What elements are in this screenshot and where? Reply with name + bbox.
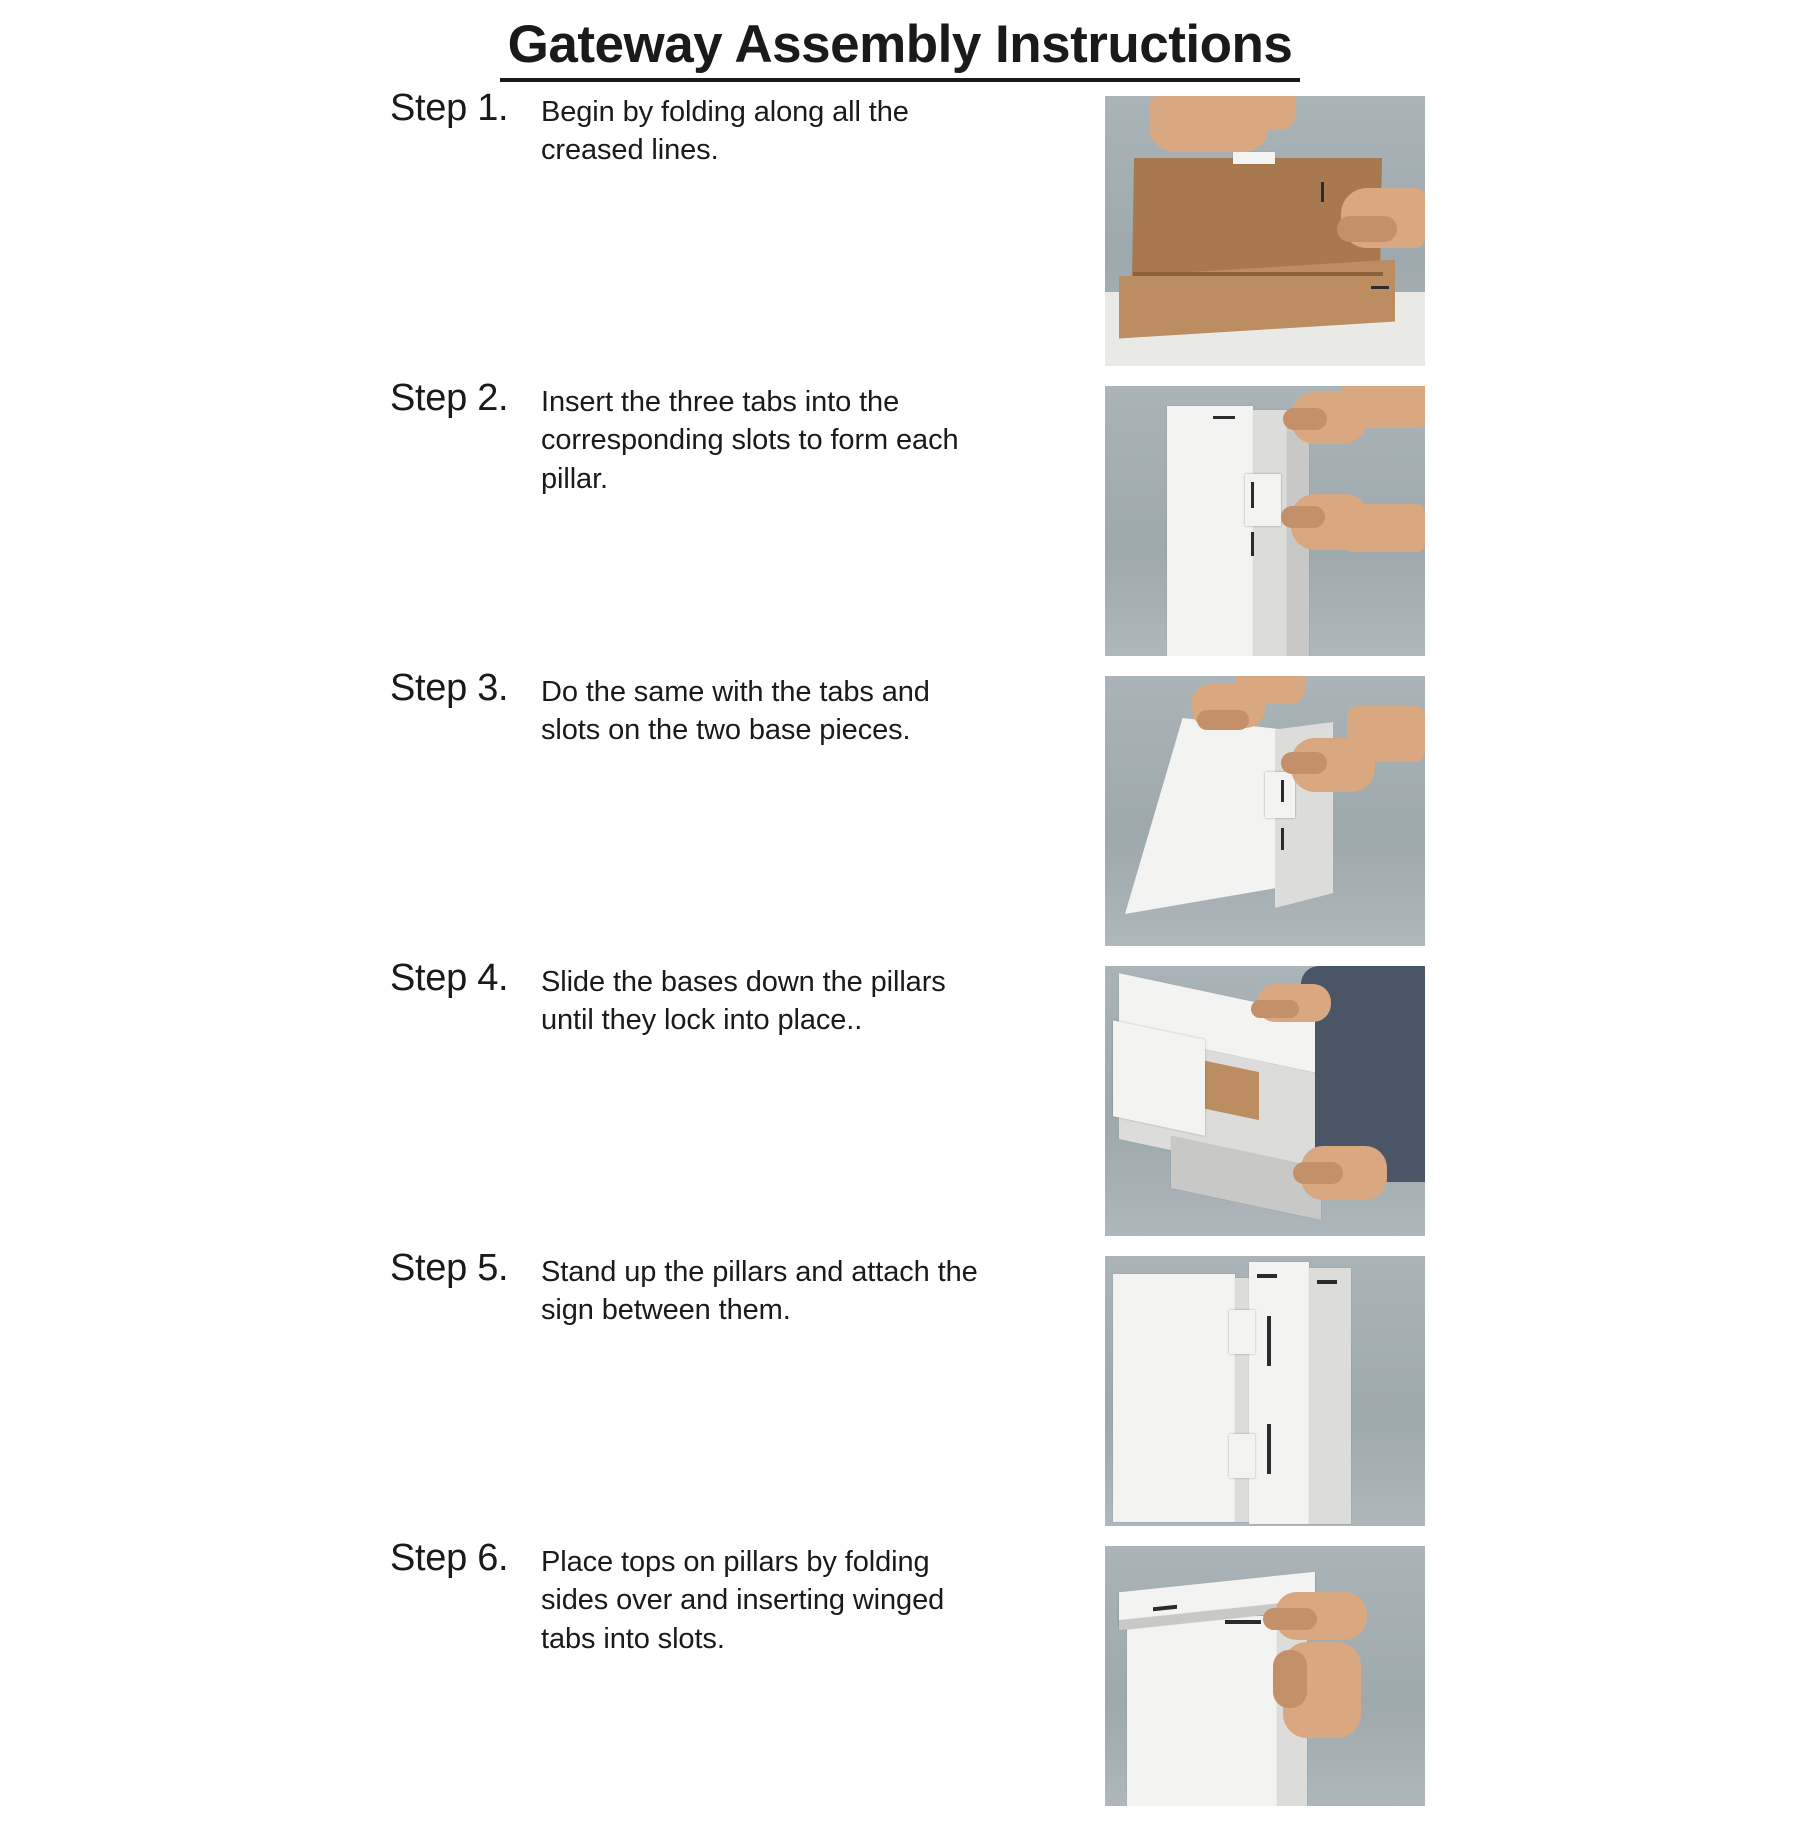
pillar-slot-top [1213,416,1235,419]
cardboard-slot [1321,182,1324,202]
cardboard-tab [1233,152,1275,164]
sign-attach-slot-lower [1267,1424,1271,1474]
cardboard-fold-edge [1133,272,1383,276]
sign-panel [1113,1274,1235,1522]
step-5-photo [1105,1256,1425,1526]
fingers-top [1251,1000,1299,1018]
pillar-standing-side [1309,1268,1351,1524]
step-3-label: Step 3. [390,667,509,709]
base-slot-upper [1281,780,1284,802]
fingers-lower [1337,216,1397,242]
pillar-slot-mid [1251,482,1254,508]
sign-attach-slot-upper [1267,1316,1271,1366]
step-3-text: Do the same with the tabs and slots on the two base pieces. [541,676,930,747]
base-sleeve [1113,1020,1205,1136]
step-6-photo [1105,1546,1425,1806]
forearm-right-upper [1341,386,1425,428]
step-item-3 [0,668,1800,958]
fingers-bottom [1293,1162,1343,1184]
pillar-left-face [1167,406,1253,656]
step-4-text: Slide the bases down the pillars until they lock into place.. [541,966,946,1037]
step-1-photo [1105,96,1425,366]
fingers-right-upper [1283,408,1327,430]
pillar-slot-lower [1251,532,1254,556]
sign-tab-lower [1229,1434,1255,1478]
pillar-top-slot-left [1257,1274,1277,1278]
fingers-placing-top [1263,1608,1317,1630]
steps-list [0,88,1800,1828]
step-5-label: Step 5. [390,1247,509,1289]
pillar-standing-face [1249,1262,1309,1524]
step-item-1 [0,88,1800,378]
step-item-5 [0,1248,1800,1538]
fingers-right-lower [1281,506,1325,528]
lid-slot [1225,1620,1261,1624]
step-4-label: Step 4. [390,957,509,999]
sign-tab-upper [1229,1310,1255,1354]
forearm-left-top [1235,676,1305,704]
fingers-left-top [1197,710,1249,730]
step-3-photo [1105,676,1425,946]
step-6-label: Step 6. [390,1537,509,1579]
base-slot-lower [1281,828,1284,850]
step-2-text: Insert the three tabs into the corresponding slots to form each pillar. [541,386,959,495]
fingers-right-mid [1281,752,1327,774]
step-2-label: Step 2. [390,377,509,419]
step-item-6 [0,1538,1800,1828]
thumb-supporting [1273,1650,1307,1708]
step-item-4 [0,958,1800,1248]
pillar-center-face [1253,410,1287,656]
step-1-text: Begin by folding along all the creased lines. [541,96,909,167]
pillar-top-slot-right [1317,1280,1337,1284]
base-tab-strip [1265,772,1295,818]
step-2-photo [1105,386,1425,656]
page-title [0,0,1800,82]
step-6-text: Place tops on pillars by folding sides over and inserting winged tabs into slots. [541,1546,945,1655]
step-item-2 [0,378,1800,668]
page-title-text: Gateway Assembly Instructions [500,14,1301,82]
step-5-text: Stand up the pillars and attach the sign between them. [541,1256,978,1327]
step-4-photo [1105,966,1425,1236]
pillar-body [1127,1616,1277,1806]
cardboard-slot [1371,286,1389,289]
forearm-right-mid [1347,706,1425,762]
forearm-upper [1217,96,1295,130]
forearm-right-lower [1345,504,1425,552]
step-1-label: Step 1. [390,87,509,129]
